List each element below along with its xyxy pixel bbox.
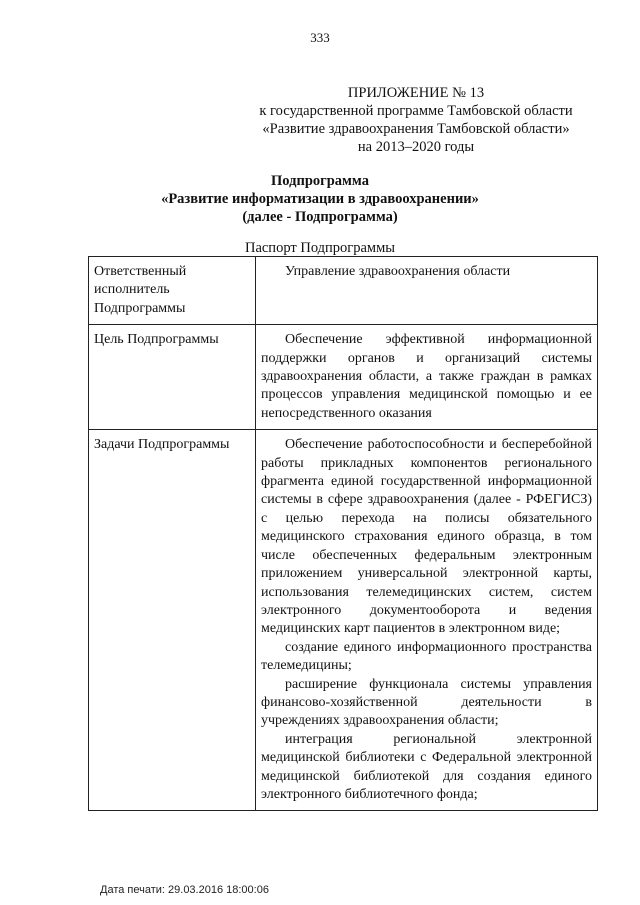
table-row [89,430,598,811]
print-date: Дата печати: 29.03.2016 18:00:06 [100,884,269,896]
row-value-goal: Обеспечение эффективной информационной поддержки органов и организаций системы здравоохранения области, а также граждан в рамках процессов управления медицинской помощью и ее непосредственного оказания [256,325,598,430]
appendix-program-ref: к государственной программе Тамбовской области [259,103,573,119]
subprogram-name: «Развитие информатизации в здравоохранении» [161,191,479,207]
appendix-header [236,84,596,156]
row-value-executor: Управление здравоохранения области [256,257,598,325]
task-item: интеграция региональной электронной медицинской библиотеки с Федеральной электронной медицинской библиотекой для создания единого электронного библиотечного фонда; [261,731,592,802]
appendix-program-name: «Развитие здравоохранения Тамбовской области» [262,121,570,137]
task-item: создание единого информационного пространства телемедицины; [261,639,592,674]
table-row [89,257,598,325]
subprogram-heading: Подпрограмма [271,173,369,189]
page-number: 333 [310,30,330,45]
passport-table [88,256,598,811]
row-label-goal: Цель Подпрограммы [89,325,256,430]
appendix-years: на 2013–2020 годы [357,139,475,155]
appendix-title: ПРИЛОЖЕНИЕ № 13 [347,85,485,101]
row-value-tasks [256,430,598,811]
task-item: расширение функционала системы управления финансово-хозяйственной деятельности в учреждениях здравоохранения области; [261,676,592,729]
row-label-tasks: Задачи Подпрограммы [89,430,256,811]
task-item: Обеспечение работоспособности и бесперебойной работы прикладных компонентов регионального фрагмента единой государственной информационной системы в сфере здравоохранения (далее - РФЕГИСЗ) с целью перехода на полисы обязательного медицинского страхования единого образца, в том числе обеспеченных федеральным электронным приложением универсальной электронной карты, использования телемедицинских систем, систем электронного документооборота и ведения медицинских карт пациентов в электронном виде; [261,437,592,637]
subprogram-abbrev: (далее - Подпрограмма) [242,209,398,225]
table-row [89,325,598,430]
row-label-executor: Ответственный исполнитель Подпрограммы [89,257,256,325]
passport-caption: Паспорт Подпрограммы [244,240,396,256]
subprogram-title [0,172,640,226]
